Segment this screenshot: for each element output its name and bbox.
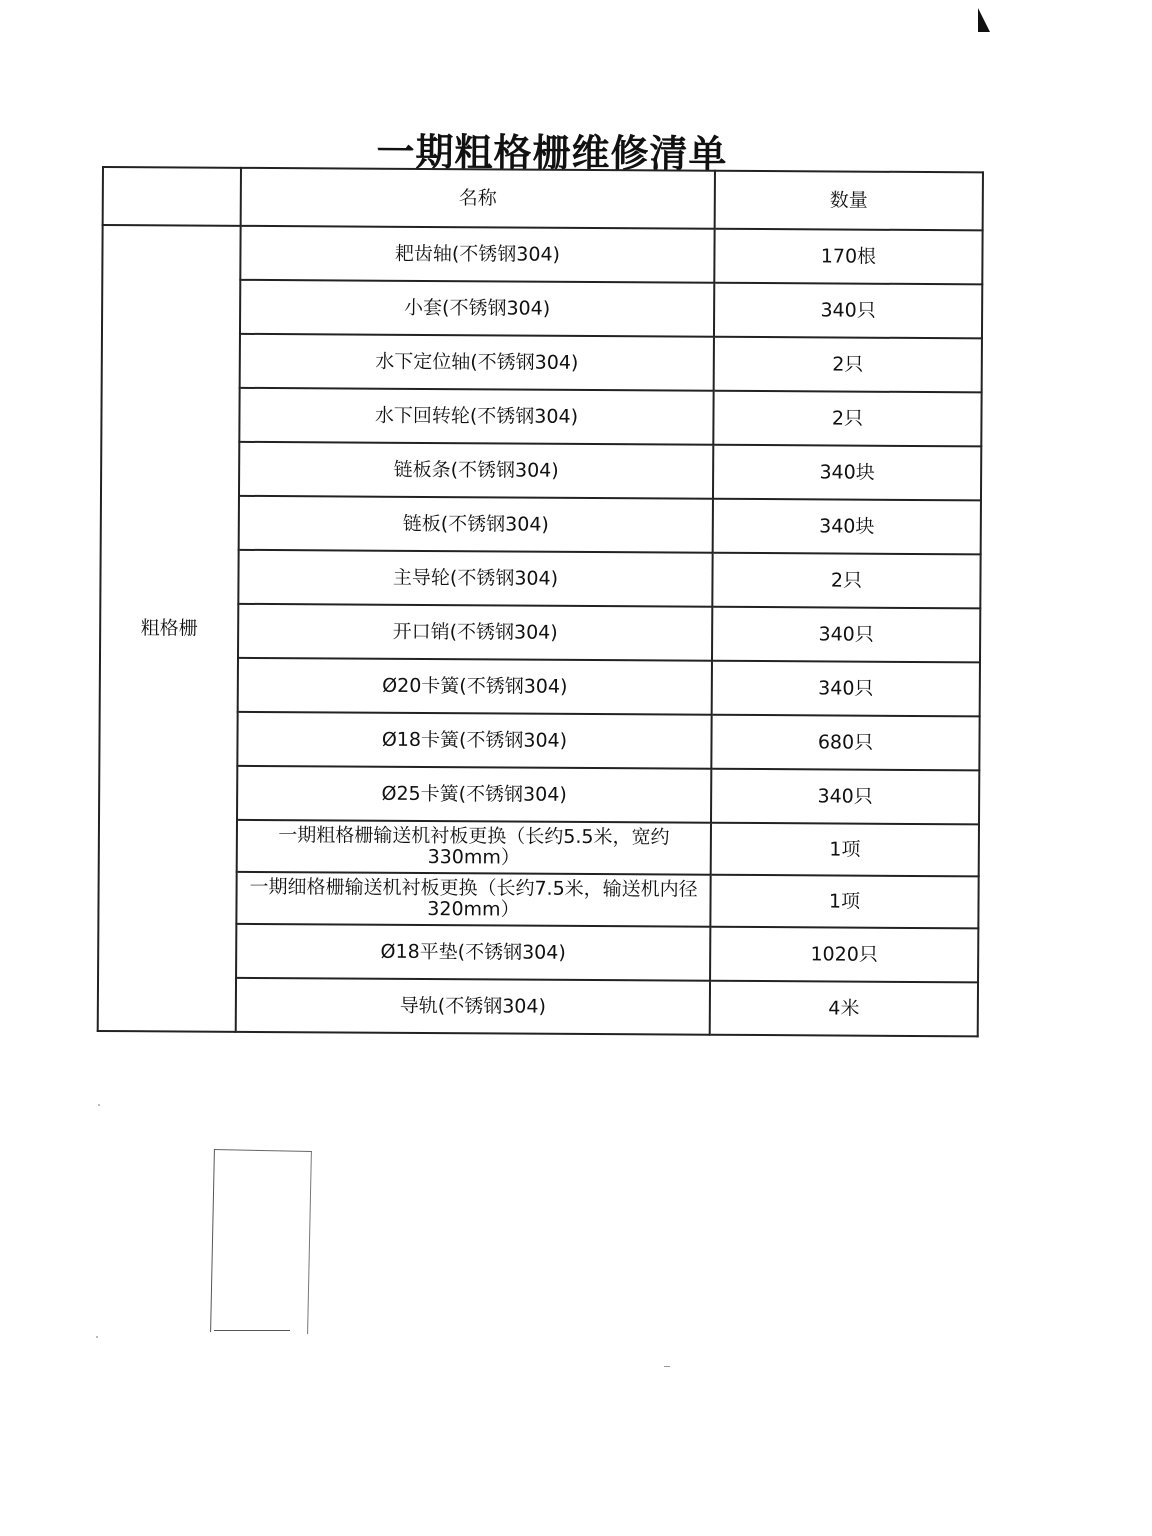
item-name: 开口销(不锈钢304) (238, 604, 712, 661)
item-name: Ø20卡簧(不锈钢304) (238, 658, 712, 715)
item-quantity: 170根 (714, 229, 982, 285)
handwritten-box-mark (210, 1149, 312, 1334)
header-name: 名称 (241, 168, 715, 229)
item-quantity: 1项 (710, 875, 978, 929)
item-quantity: 2只 (712, 553, 980, 609)
repair-list-table (97, 166, 984, 1037)
item-name: 小套(不锈钢304) (240, 280, 714, 337)
item-name: 耙齿轴(不锈钢304) (240, 226, 714, 283)
item-quantity: 1项 (711, 823, 979, 877)
item-name: 水下回转轮(不锈钢304) (239, 388, 713, 445)
item-quantity: 2只 (713, 391, 981, 447)
scan-speck (98, 1104, 100, 1106)
item-name: Ø18卡簧(不锈钢304) (237, 712, 711, 769)
item-quantity: 340块 (713, 499, 981, 555)
item-name: Ø18平垫(不锈钢304) (236, 924, 710, 981)
item-quantity: 680只 (711, 715, 979, 771)
item-name: 水下定位轴(不锈钢304) (240, 334, 714, 391)
item-name: 链板(不锈钢304) (239, 496, 713, 553)
header-category (103, 167, 241, 226)
header-quantity: 数量 (715, 171, 983, 231)
item-name: Ø25卡簧(不锈钢304) (237, 766, 711, 823)
item-name: 导轨(不锈钢304) (236, 978, 710, 1035)
scan-speck (96, 1336, 98, 1338)
item-quantity: 340只 (712, 661, 980, 717)
item-name: 一期粗格栅输送机衬板更换（长约5.5米，宽约330mm） (237, 820, 711, 875)
scan-corner-mark (978, 8, 990, 32)
page-title: 一期粗格栅维修清单 (376, 128, 728, 177)
item-quantity: 340只 (712, 607, 980, 663)
item-quantity: 340块 (713, 445, 981, 501)
item-quantity: 2只 (714, 337, 982, 393)
item-name: 一期细格栅输送机衬板更换（长约7.5米，输送机内径320mm） (236, 872, 710, 927)
item-quantity: 340只 (711, 769, 979, 825)
scan-speck (664, 1366, 670, 1367)
item-name: 链板条(不锈钢304) (239, 442, 713, 499)
category-cell: 粗格栅 (98, 225, 241, 1032)
item-name: 主导轮(不锈钢304) (238, 550, 712, 607)
table-row (102, 225, 982, 284)
item-quantity: 4米 (710, 981, 978, 1037)
handwritten-line-mark (214, 1330, 290, 1331)
item-quantity: 340只 (714, 283, 982, 339)
item-quantity: 1020只 (710, 927, 978, 983)
table-header-row (103, 167, 983, 230)
